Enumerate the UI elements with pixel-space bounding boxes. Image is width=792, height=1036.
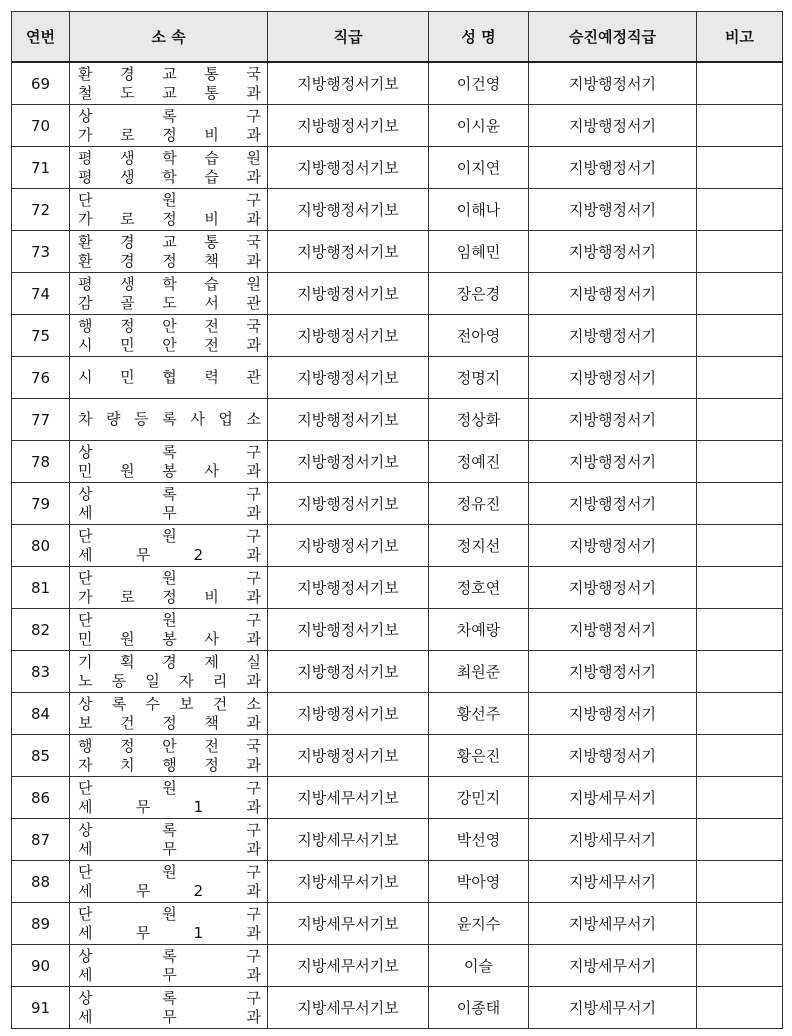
row-note — [697, 189, 783, 231]
row-name: 최원준 — [429, 651, 529, 693]
row-note — [697, 147, 783, 189]
row-target-grade: 지방세무서기 — [529, 945, 697, 987]
row-note — [697, 231, 783, 273]
row-number: 76 — [12, 357, 70, 399]
department-line: 가 로 정 비 과 — [78, 209, 261, 228]
row-department — [70, 62, 268, 105]
row-grade: 지방행정서기보 — [268, 189, 429, 231]
department-line: 세 무 과 — [78, 839, 261, 858]
table-row — [12, 399, 783, 441]
row-grade: 지방행정서기보 — [268, 357, 429, 399]
row-number: 86 — [12, 777, 70, 819]
row-name: 이해나 — [429, 189, 529, 231]
row-department — [70, 357, 268, 399]
row-grade: 지방세무서기보 — [268, 987, 429, 1029]
row-note — [697, 441, 783, 483]
row-target-grade: 지방세무서기 — [529, 903, 697, 945]
row-note — [697, 273, 783, 315]
row-target-grade: 지방행정서기 — [529, 62, 697, 105]
row-note — [697, 693, 783, 735]
row-number: 79 — [12, 483, 70, 525]
row-target-grade: 지방세무서기 — [529, 777, 697, 819]
department-line: 상 록 구 — [78, 988, 261, 1007]
table-row — [12, 651, 783, 693]
row-target-grade: 지방행정서기 — [529, 273, 697, 315]
department-line: 단 원 구 — [78, 778, 261, 797]
department-line: 상 록 구 — [78, 106, 261, 125]
row-department — [70, 987, 268, 1029]
department-line: 세 무 2 과 — [78, 881, 261, 900]
row-department — [70, 861, 268, 903]
department-line: 시 민 안 전 과 — [78, 335, 261, 354]
row-department — [70, 147, 268, 189]
row-number: 80 — [12, 525, 70, 567]
row-note — [697, 651, 783, 693]
row-note — [697, 861, 783, 903]
department-line: 단 원 구 — [78, 526, 261, 545]
department-line: 상 록 수 보 건 소 — [78, 694, 261, 713]
row-department — [70, 315, 268, 357]
row-target-grade: 지방행정서기 — [529, 525, 697, 567]
row-target-grade: 지방세무서기 — [529, 987, 697, 1029]
row-department — [70, 441, 268, 483]
row-target-grade: 지방행정서기 — [529, 189, 697, 231]
row-grade: 지방행정서기보 — [268, 105, 429, 147]
row-note — [697, 777, 783, 819]
row-number: 81 — [12, 567, 70, 609]
header-name: 성 명 — [429, 12, 529, 63]
row-number: 75 — [12, 315, 70, 357]
row-name: 강민지 — [429, 777, 529, 819]
row-number: 73 — [12, 231, 70, 273]
row-department — [70, 273, 268, 315]
row-number: 87 — [12, 819, 70, 861]
row-number: 74 — [12, 273, 70, 315]
row-number: 78 — [12, 441, 70, 483]
row-name: 전아영 — [429, 315, 529, 357]
row-note — [697, 105, 783, 147]
row-number: 82 — [12, 609, 70, 651]
row-target-grade: 지방행정서기 — [529, 357, 697, 399]
row-name: 장은경 — [429, 273, 529, 315]
row-note — [697, 315, 783, 357]
department-line: 노 동 일 자 리 과 — [78, 671, 261, 690]
header-row — [12, 12, 783, 63]
row-target-grade: 지방행정서기 — [529, 231, 697, 273]
row-department — [70, 945, 268, 987]
department-line: 단 원 구 — [78, 568, 261, 587]
table-row — [12, 189, 783, 231]
row-grade: 지방행정서기보 — [268, 609, 429, 651]
department-line: 평 생 학 습 과 — [78, 167, 261, 186]
department-line: 단 원 구 — [78, 904, 261, 923]
department-line: 차 량 등 록 사 업 소 — [78, 410, 261, 428]
department-line: 평 생 학 습 원 — [78, 274, 261, 293]
row-department — [70, 651, 268, 693]
row-department — [70, 399, 268, 441]
table-row — [12, 777, 783, 819]
row-grade: 지방행정서기보 — [268, 231, 429, 273]
row-note — [697, 525, 783, 567]
row-grade: 지방행정서기보 — [268, 483, 429, 525]
header-no: 연번 — [12, 12, 70, 63]
department-line: 상 록 구 — [78, 946, 261, 965]
row-target-grade: 지방행정서기 — [529, 735, 697, 777]
row-grade: 지방행정서기보 — [268, 567, 429, 609]
row-number: 85 — [12, 735, 70, 777]
row-department — [70, 819, 268, 861]
row-note — [697, 819, 783, 861]
department-line: 세 무 1 과 — [78, 923, 261, 942]
department-line: 보 건 정 책 과 — [78, 713, 261, 732]
row-grade: 지방행정서기보 — [268, 147, 429, 189]
row-note — [697, 567, 783, 609]
department-line: 세 무 1 과 — [78, 797, 261, 816]
row-department — [70, 693, 268, 735]
header-target-grade: 승진예정직급 — [529, 12, 697, 63]
row-number: 83 — [12, 651, 70, 693]
row-grade: 지방세무서기보 — [268, 819, 429, 861]
row-grade: 지방세무서기보 — [268, 777, 429, 819]
table-row — [12, 315, 783, 357]
department-line: 세 무 2 과 — [78, 545, 261, 564]
row-name: 임혜민 — [429, 231, 529, 273]
row-number: 84 — [12, 693, 70, 735]
row-name: 정명지 — [429, 357, 529, 399]
department-line: 자 치 행 정 과 — [78, 755, 261, 774]
row-name: 정상화 — [429, 399, 529, 441]
row-department — [70, 903, 268, 945]
row-department — [70, 567, 268, 609]
table-row — [12, 147, 783, 189]
row-name: 정유진 — [429, 483, 529, 525]
row-number: 70 — [12, 105, 70, 147]
row-target-grade: 지방행정서기 — [529, 693, 697, 735]
row-department — [70, 189, 268, 231]
row-number: 77 — [12, 399, 70, 441]
header-note: 비고 — [697, 12, 783, 63]
row-note — [697, 399, 783, 441]
table-row — [12, 441, 783, 483]
row-grade: 지방행정서기보 — [268, 441, 429, 483]
row-name: 이슬 — [429, 945, 529, 987]
department-line: 세 무 과 — [78, 965, 261, 984]
table-row — [12, 231, 783, 273]
row-note — [697, 62, 783, 105]
row-grade: 지방행정서기보 — [268, 315, 429, 357]
department-line: 세 무 과 — [78, 503, 261, 522]
table-row — [12, 62, 783, 105]
row-name: 차예랑 — [429, 609, 529, 651]
row-department — [70, 735, 268, 777]
department-line: 기 획 경 제 실 — [78, 652, 261, 671]
row-number: 72 — [12, 189, 70, 231]
row-target-grade: 지방세무서기 — [529, 861, 697, 903]
row-note — [697, 483, 783, 525]
row-grade: 지방행정서기보 — [268, 735, 429, 777]
row-department — [70, 483, 268, 525]
table-row — [12, 987, 783, 1029]
row-department — [70, 609, 268, 651]
table-row — [12, 525, 783, 567]
row-department — [70, 777, 268, 819]
row-grade: 지방행정서기보 — [268, 399, 429, 441]
department-line: 환 경 교 통 국 — [78, 64, 261, 83]
row-grade: 지방행정서기보 — [268, 62, 429, 105]
row-grade: 지방세무서기보 — [268, 945, 429, 987]
table-row — [12, 861, 783, 903]
row-number: 69 — [12, 62, 70, 105]
row-note — [697, 609, 783, 651]
row-target-grade: 지방행정서기 — [529, 483, 697, 525]
row-name: 이지연 — [429, 147, 529, 189]
row-name: 황선주 — [429, 693, 529, 735]
department-line: 단 원 구 — [78, 610, 261, 629]
department-line: 상 록 구 — [78, 820, 261, 839]
row-note — [697, 987, 783, 1029]
row-name: 정호연 — [429, 567, 529, 609]
row-target-grade: 지방행정서기 — [529, 651, 697, 693]
row-name: 황은진 — [429, 735, 529, 777]
row-department — [70, 105, 268, 147]
row-name: 정지선 — [429, 525, 529, 567]
table-row — [12, 735, 783, 777]
table-row — [12, 945, 783, 987]
department-line: 행 정 안 전 국 — [78, 316, 261, 335]
department-line: 시 민 협 력 관 — [78, 368, 261, 386]
row-target-grade: 지방행정서기 — [529, 147, 697, 189]
table-row — [12, 819, 783, 861]
row-number: 90 — [12, 945, 70, 987]
row-note — [697, 945, 783, 987]
table-row — [12, 273, 783, 315]
department-line: 평 생 학 습 원 — [78, 148, 261, 167]
department-line: 철 도 교 통 과 — [78, 83, 261, 102]
promotion-table — [11, 11, 783, 1029]
header-grade: 직급 — [268, 12, 429, 63]
row-grade: 지방행정서기보 — [268, 273, 429, 315]
row-name: 정예진 — [429, 441, 529, 483]
department-line: 상 록 구 — [78, 484, 261, 503]
department-line: 단 원 구 — [78, 862, 261, 881]
row-number: 71 — [12, 147, 70, 189]
row-name: 윤지수 — [429, 903, 529, 945]
row-department — [70, 231, 268, 273]
department-line: 민 원 봉 사 과 — [78, 629, 261, 648]
table-row — [12, 483, 783, 525]
table-row — [12, 609, 783, 651]
row-note — [697, 357, 783, 399]
table-row — [12, 567, 783, 609]
row-grade: 지방세무서기보 — [268, 861, 429, 903]
row-note — [697, 903, 783, 945]
table-body — [12, 62, 783, 1029]
row-number: 89 — [12, 903, 70, 945]
row-target-grade: 지방행정서기 — [529, 567, 697, 609]
row-grade: 지방세무서기보 — [268, 903, 429, 945]
row-name: 이건영 — [429, 62, 529, 105]
header-dept: 소 속 — [70, 12, 268, 63]
table-row — [12, 105, 783, 147]
row-name: 박선영 — [429, 819, 529, 861]
table-row — [12, 357, 783, 399]
table-header — [12, 12, 783, 63]
department-line: 감 골 도 서 관 — [78, 293, 261, 312]
department-line: 가 로 정 비 과 — [78, 125, 261, 144]
row-target-grade: 지방행정서기 — [529, 399, 697, 441]
department-line: 상 록 구 — [78, 442, 261, 461]
row-grade: 지방행정서기보 — [268, 525, 429, 567]
row-grade: 지방행정서기보 — [268, 651, 429, 693]
row-name: 이종태 — [429, 987, 529, 1029]
row-target-grade: 지방행정서기 — [529, 441, 697, 483]
department-line: 민 원 봉 사 과 — [78, 461, 261, 480]
department-line: 가 로 정 비 과 — [78, 587, 261, 606]
row-note — [697, 735, 783, 777]
table-row — [12, 693, 783, 735]
department-line: 단 원 구 — [78, 190, 261, 209]
row-target-grade: 지방행정서기 — [529, 315, 697, 357]
row-target-grade: 지방행정서기 — [529, 609, 697, 651]
department-line: 행 정 안 전 국 — [78, 736, 261, 755]
row-department — [70, 525, 268, 567]
row-name: 박아영 — [429, 861, 529, 903]
table-row — [12, 903, 783, 945]
row-target-grade: 지방행정서기 — [529, 105, 697, 147]
row-name: 이시윤 — [429, 105, 529, 147]
department-line: 환 경 교 통 국 — [78, 232, 261, 251]
department-line: 환 경 정 책 과 — [78, 251, 261, 270]
row-grade: 지방행정서기보 — [268, 693, 429, 735]
row-number: 88 — [12, 861, 70, 903]
department-line: 세 무 과 — [78, 1007, 261, 1026]
row-number: 91 — [12, 987, 70, 1029]
row-target-grade: 지방세무서기 — [529, 819, 697, 861]
